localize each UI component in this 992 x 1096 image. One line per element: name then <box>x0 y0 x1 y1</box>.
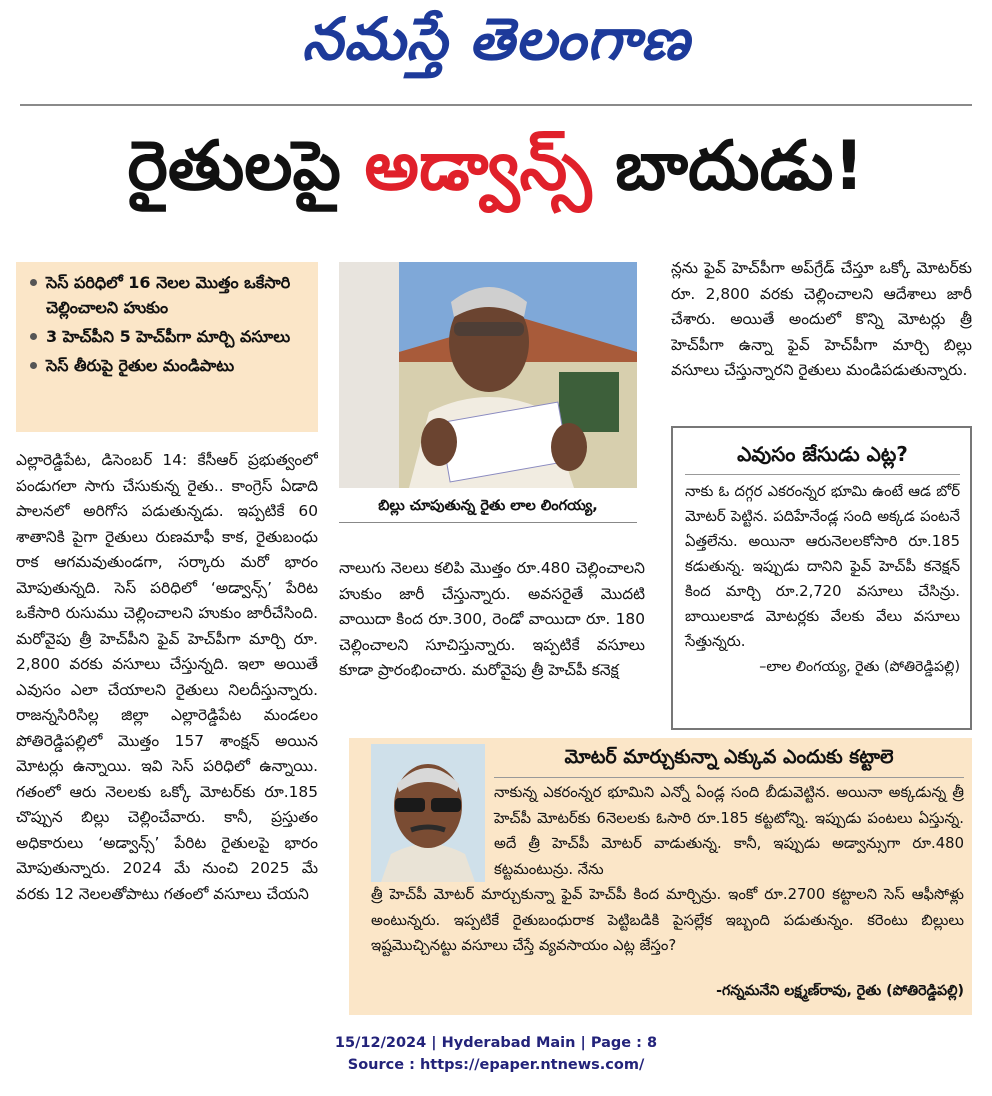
headline-highlight: అడ్వాన్స్ <box>364 127 592 206</box>
highlight-item <box>30 353 310 378</box>
quote-box-title: ఎవుసం జేసుడు ఎట్ల? <box>685 434 960 475</box>
article-column-3 <box>671 256 972 421</box>
article-text: నాలుగు నెలలు కలిపి మొత్తం రూ.480 చెల్లించాలని హుకుం జారీ చేస్తున్నారు. అవసరైతే మొదటి వాయిదా కింద రూ.300, రెండో వాయిదా రూ. 180 చెల్లించాలని సూచిస్తున్నారు. ఇప్పటికే వసూలు కూడా ప్రారంభించారు. మరోవైపు త్రీ హెచ్‌పీ కనెక్ష <box>339 559 645 679</box>
masthead-logo: నమస్తే తెలంగాణ <box>302 5 690 73</box>
footer-source-link[interactable]: Source : https://epaper.ntnews.com/ <box>347 1057 645 1073</box>
farmer-quote-box <box>671 426 972 730</box>
masthead-divider <box>20 104 972 106</box>
farmer-photo <box>339 262 637 488</box>
highlight-text: 3 హెచ్‌పీని 5 హెచ్‌పీగా మార్చి వసూలు <box>46 327 291 346</box>
highlight-item <box>30 270 310 320</box>
highlight-item <box>30 324 310 349</box>
highlights-box <box>16 262 318 432</box>
footer-date-line: 15/12/2024 | Hyderabad Main | Page : 8 <box>334 1035 658 1051</box>
bullet-icon <box>30 362 37 369</box>
second-quote-signature: -గన్నమనేని లక్ష్మణ్‌రావు, రైతు (పోతిరెడ్డిపల్లి) <box>716 983 964 999</box>
headline-part-1: రైతులపై <box>127 127 365 206</box>
farmer-portrait <box>371 744 485 882</box>
headline <box>16 112 976 222</box>
quote-box-body: నాకు ఓ దగ్గర ఎకరంన్నర భూమి ఉంటే ఆడ బోర్ మోటర్ పెట్టిన. పదిహేనేండ్ల సంది అక్కడ పంటనే ఏత్తలేను. అయినా ఆరునెలలకోసారి రూ.185 కడుతున్న. ఇప్పుడు దానిని ఫైవ్ హెచ్‌పీ కనెక్షన్ కింద మార్చి రూ.2,720 వసూలు చేసిన్రు. బాయిలకాడ మోటర్లకు వేలకు వేలు వసూలు సేత్తున్నరు. <box>685 483 960 650</box>
second-quote-divider <box>494 777 964 778</box>
article-text: ఎల్లారెడ్డిపేట, డిసెంబర్ 14: కేసీఆర్ ప్రభుత్వంలో పండుగలా సాగు చేసుకున్న రైతు.. కాంగ్రెస్ ఏడాది పాలనలో అరిగోస పడుతున్నడు. ఇప్పటికే 60 శాతానికి పైగా రైతులు రుణమాఫీ కాక, రైతుబంధు రాక ఆగమవుతుండగా, సర్కారు మరో భారం మోపుతున్నది. సెస్ పరిధిలో ‘అడ్వాన్స్’ పేరిట ఒకేసారి రుసుము చెల్లించాలని హుకుం జారీచేసింది. మరోవైపు త్రీ హెచ్‌పీని ఫైవ్ హెచ్‌పీగా మార్చి రూ. 2,800 వరకు వసూలు చేస్తున్నది. ఇలా అయితే ఎవుసం ఎలా చేయాలని రైతులు నిలదీస్తున్నారు. రాజన్నసిరిసిల్ల జిల్లా ఎల్లారెడ్డిపేట మండలం పోతిరెడ్డిపల్లిలో మొత్తం 157 శాంక్షన్ అయిన మోటర్లు ఉన్నాయి. ఇవి సెస్ పరిధిలో ఉన్నాయి. గతంలో ఆరు నెలలకు ఒక్కో మోటర్‌కు రూ.185 చొప్పున బిల్లు చెల్లించేవారు. కానీ, ప్రస్తుతం అధికారులు ‘అడ్వాన్స్’ పేరిట రైతులపై భారం మోపుతున్నారు. 2024 మే నుంచి 2025 మే వరకు 12 నెలలతోపాటు గతంలో వసూలు చేయని <box>16 451 318 903</box>
page-footer <box>0 1032 992 1076</box>
second-quote-text-top: నాకున్న ఎకరంన్నర భూమిని ఎన్నో ఏండ్ల సంది బీడువెట్టిన. అయినా అక్కడున్న త్రీ హెచ్‌పీ మోటర్‌కు 6నెలలకు ఓసారి రూ.185 కట్టటోన్ని. ఇప్పుడు పంటలు ఏస్తున్న. అదే త్రీ హెచ్‌పీ మోటర్ వాడుతున్న. కానీ, ఇప్పుడు అడ్వాన్సుగా రూ.480 కట్టమంటున్రు. నేను <box>494 784 964 878</box>
article-column-2 <box>339 556 645 736</box>
farmer-photo-illustration <box>339 262 637 488</box>
farmer-portrait-illustration <box>371 744 485 882</box>
article-column-1 <box>16 448 318 1013</box>
quote-box-signature: –లాల లింగయ్య, రైతు (పోతిరెడ్డిపల్లి) <box>759 659 960 675</box>
article-text: న్లను ఫైవ్ హెచ్‌పీగా అప్‌గ్రేడ్ చేస్తూ ఒక్కో మోటర్‌కు రూ. 2,800 వరకు చెల్లించాలని ఆదేశాలు జారీ చేశారు. అయితే అందులో కొన్ని మోటర్లు త్రీ హెచ్‌పీగా ఉన్నా ఫైవ్ హెచ్‌పీగా మార్చి బిల్లు వసూలు చేస్తున్నారని రైతులు మండిపడుతున్నారు. <box>671 259 972 379</box>
second-quote-text-bottom: త్రీ హెచ్‌పీ మోటర్ మార్చుకున్నా ఫైవ్ హెచ్‌పీ కింద మార్చిన్రు. ఇంకో రూ.2700 కట్టాలని సెస్ ఆఫీసోళ్లు అంటున్నరు. ఇప్పటికే రైతుబంధురాక పెట్టిబడికి పైసల్లేక ఇబ్బంది పడుతున్నం. కరెంటు బిల్లులు ఇష్టమొచ్చినట్టు వసూలు చేస్తే వ్యవసాయం ఎట్ల జేస్తం? <box>371 886 964 954</box>
photo-caption: బిల్లు చూపుతున్న రైతు లాల లింగయ్య, <box>378 498 598 514</box>
bullet-icon <box>30 279 37 286</box>
highlight-text: సెస్ తీరుపై రైతుల మండిపాటు <box>46 356 235 375</box>
caption-divider <box>339 522 637 523</box>
bullet-icon <box>30 333 37 340</box>
second-quote-title: మోటర్ మార్చుకున్నా ఎక్కువ ఎందుకు కట్టాలె <box>564 746 894 768</box>
highlight-text: సెస్ పరిధిలో 16 నెలల మొత్తం ఒకేసారి చెల్లించాలని హుకుం <box>46 273 291 317</box>
headline-part-3: బాదుడు! <box>591 127 865 206</box>
